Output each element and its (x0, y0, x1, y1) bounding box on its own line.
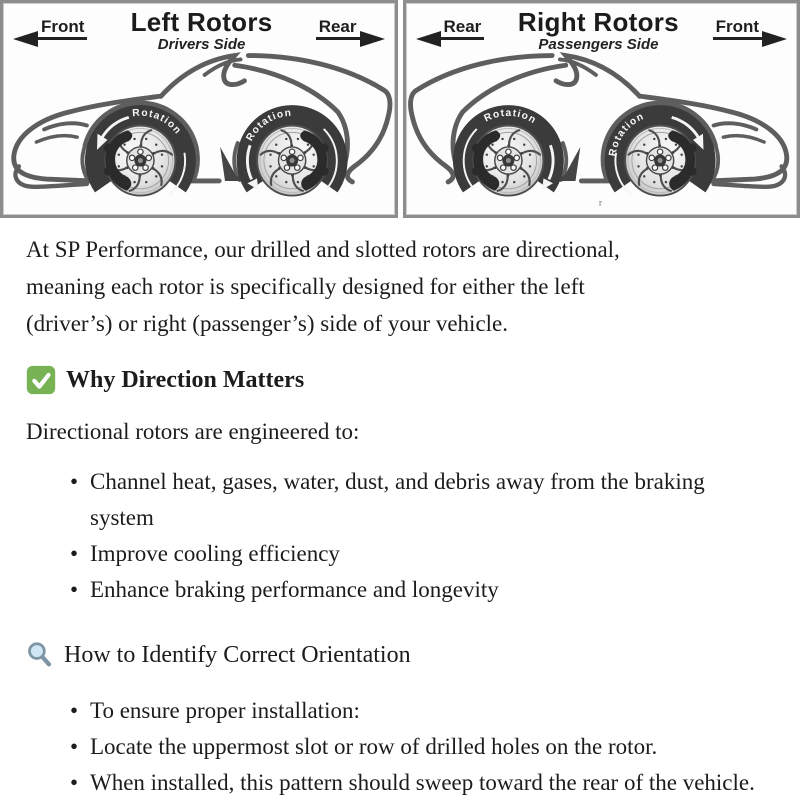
right-rotors-panel (403, 0, 800, 218)
magnifying-glass-icon (26, 641, 54, 669)
rotor-direction-diagram (0, 0, 800, 218)
direction-text: Rear (316, 18, 360, 40)
list-item: • When installed, this pattern should sweep toward the rear of the vehicle. (72, 765, 772, 801)
section-title: Why Direction Matters (66, 363, 304, 397)
intro-paragraph (26, 231, 772, 342)
direction-text: Rear (441, 18, 485, 40)
list-item: • Channel heat, gases, water, dust, and debris away from the braking system (72, 464, 772, 536)
front-direction-label (13, 18, 87, 40)
list-item: • Improve cooling efficiency (72, 536, 772, 572)
panel-title: Left Rotors (131, 9, 273, 36)
list-item: • Enhance braking performance and longevity (72, 572, 772, 608)
direction-text: Front (38, 18, 87, 40)
check-mark-icon (26, 365, 56, 395)
left-arrow-icon (416, 31, 441, 47)
direction-text: Front (713, 18, 762, 40)
left-panel-header (3, 3, 395, 53)
front-direction-label (713, 18, 787, 40)
section-title: How to Identify Correct Orientation (64, 638, 411, 672)
rear-direction-label (316, 18, 385, 40)
list-item: • To ensure proper installation: (72, 693, 772, 729)
article-body (0, 218, 800, 801)
intro-line: At SP Performance, our drilled and slotted rotors are directional, (26, 231, 772, 268)
section-heading-identify-orientation (26, 638, 772, 672)
left-arrow-icon (13, 31, 38, 47)
right-arrow-icon (360, 31, 385, 47)
right-panel-header (406, 3, 798, 53)
section-lead: Directional rotors are engineered to: (26, 413, 772, 450)
intro-line: meaning each rotor is specifically designed for either the left (26, 268, 772, 305)
panel-title: Right Rotors (518, 9, 679, 36)
section-heading-why-direction-matters (26, 363, 772, 397)
benefits-list (26, 464, 772, 608)
panel-subtitle: Drivers Side (131, 36, 273, 53)
list-item: • Locate the uppermost slot or row of drilled holes on the rotor. (72, 729, 772, 765)
rear-direction-label (416, 18, 485, 40)
orientation-list (26, 693, 772, 801)
intro-line: (driver’s) or right (passenger’s) side of your vehicle. (26, 305, 772, 342)
left-rotors-panel (0, 0, 398, 218)
panel-subtitle: Passengers Side (518, 36, 679, 53)
right-arrow-icon (762, 31, 787, 47)
stray-mark: r (598, 197, 602, 208)
